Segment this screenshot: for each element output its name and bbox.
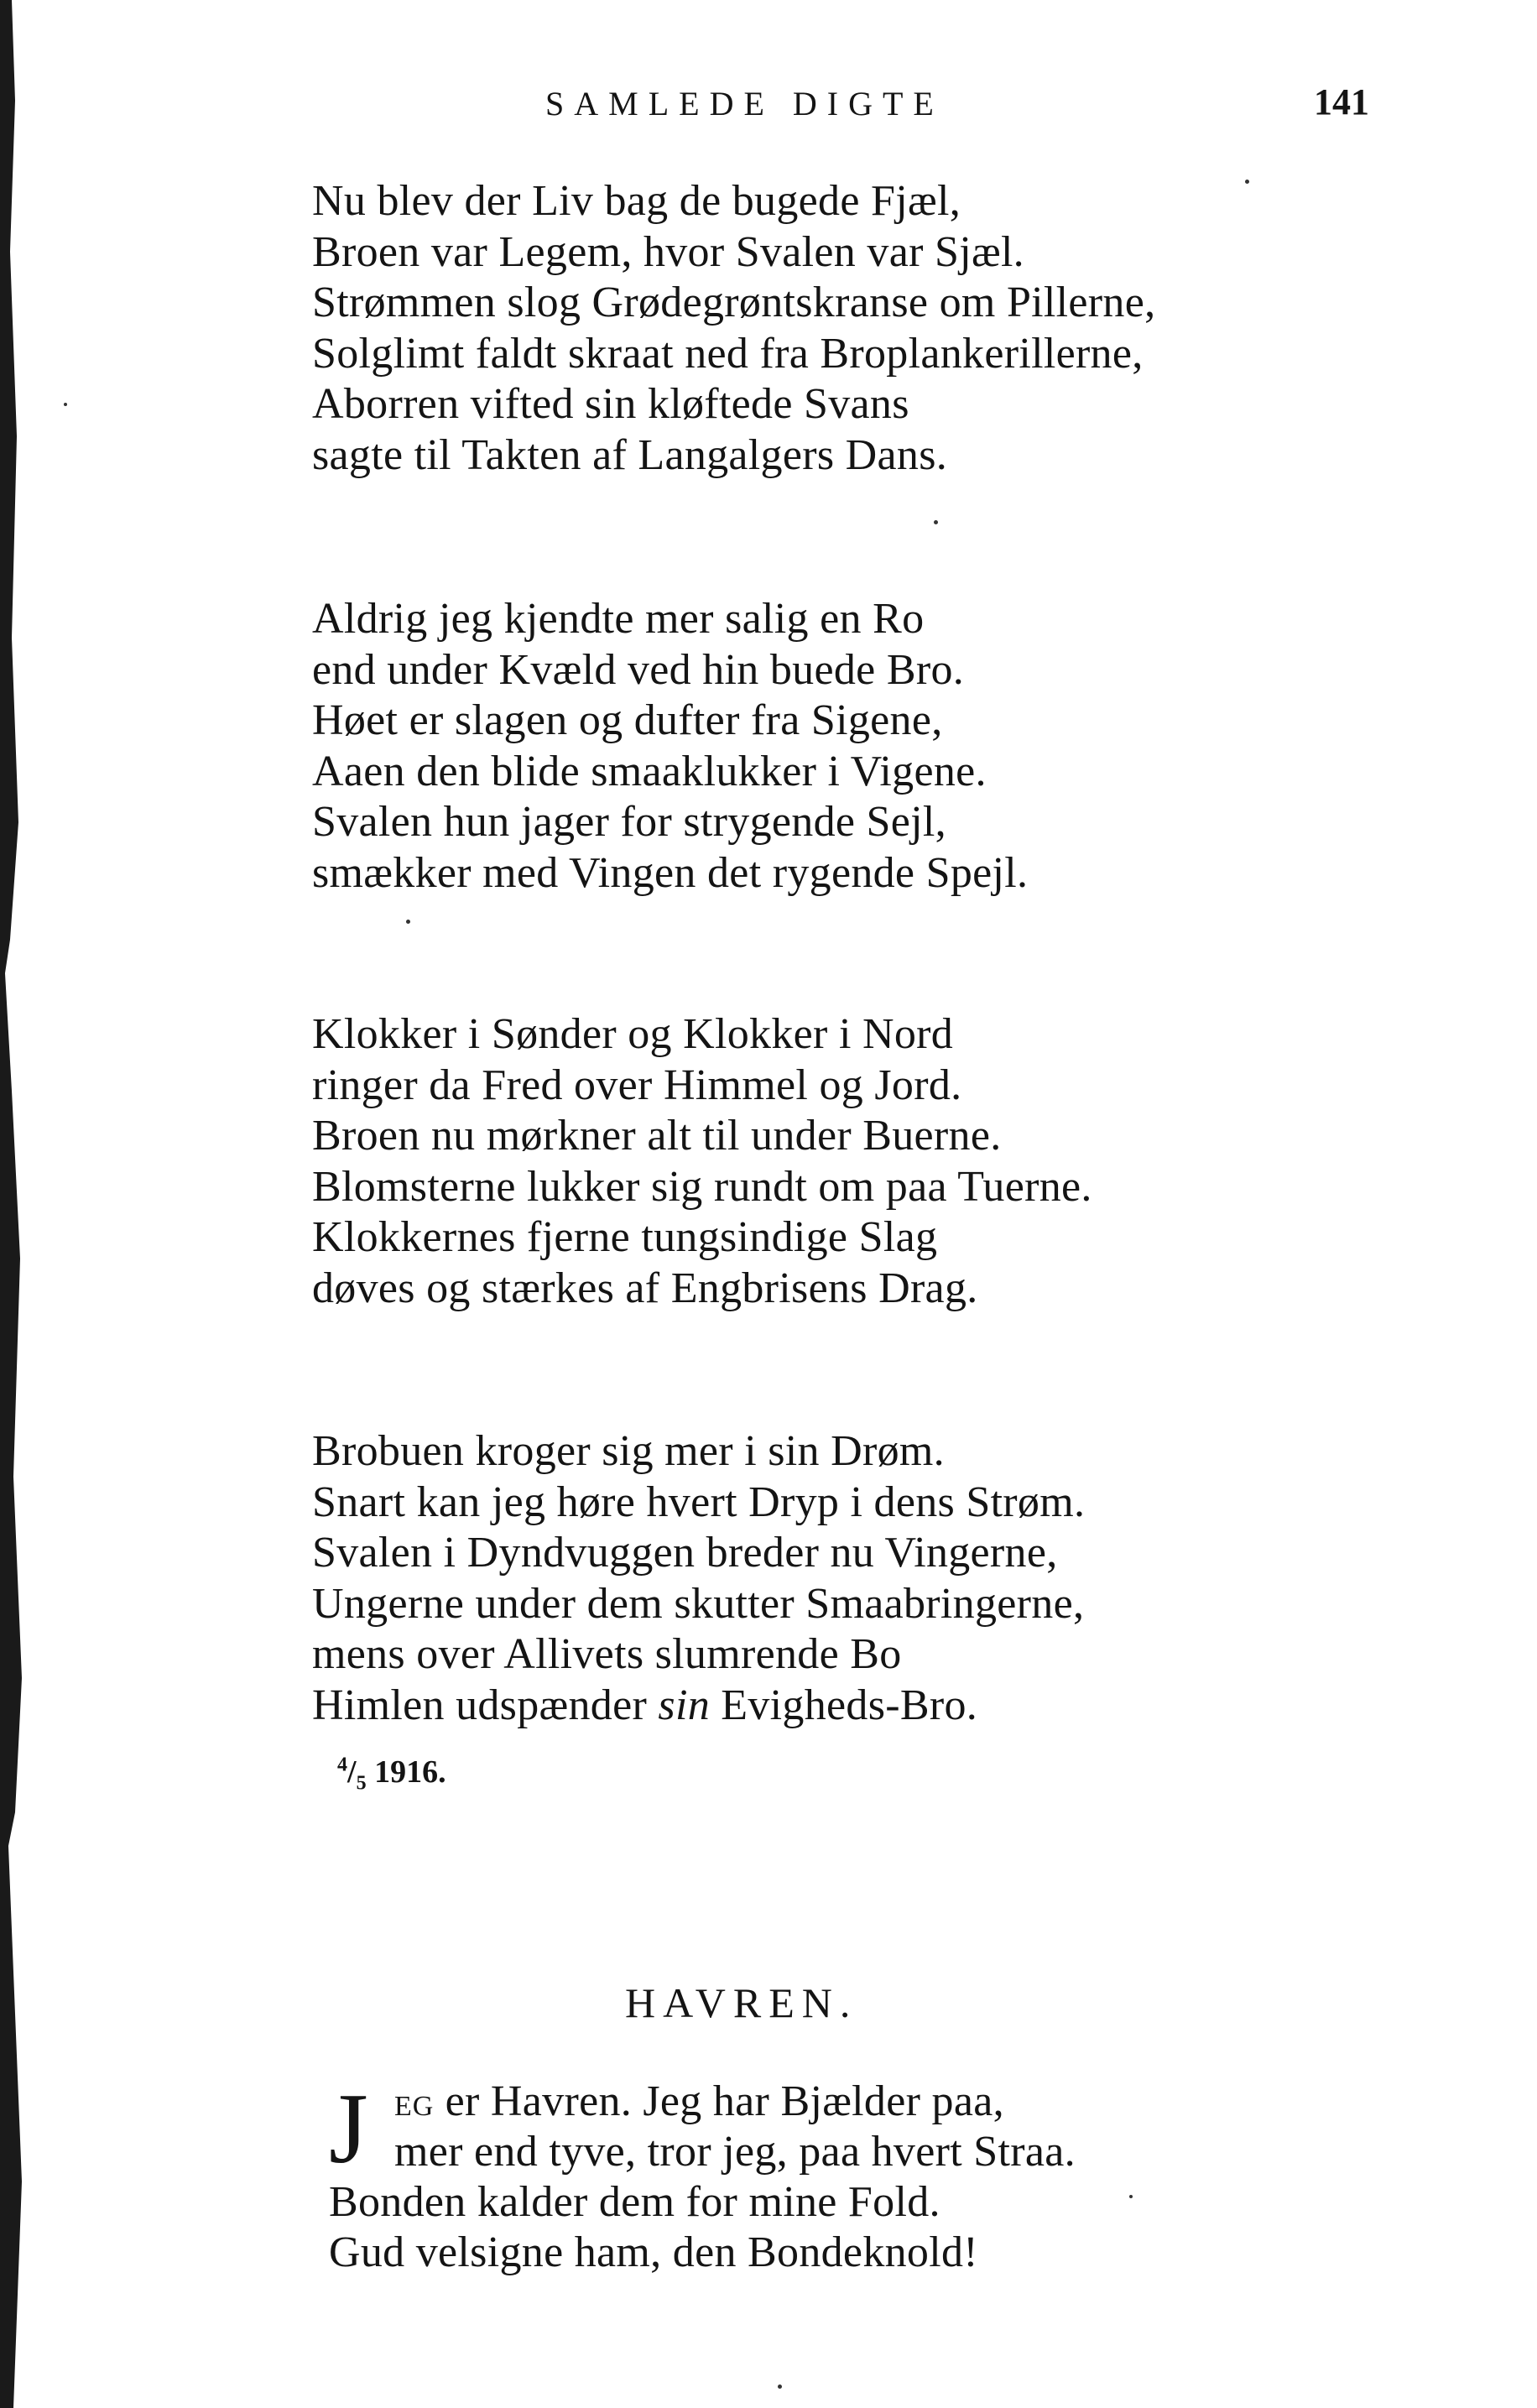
italic-word: sin [658, 1681, 710, 1729]
line-text: Himlen udspænder [312, 1681, 659, 1729]
verse-line [329, 2077, 1420, 2127]
verse-line: Broen var Legem, hvor Svalen var Sjæl. [312, 227, 1024, 276]
verse-line: Blomsterne lukker sig rundt om paa Tuerne. [312, 1162, 1092, 1211]
verse-line: Høet er slagen og dufter fra Sigene, [312, 696, 943, 744]
verse-line: Aaen den blide smaaklukker i Vigene. [312, 747, 987, 795]
verse-line: Klokker i Sønder og Klokker i Nord [312, 1010, 954, 1058]
verse-line: Svalen i Dyndvuggen breder nu Vingerne, [312, 1529, 1058, 1577]
page-header [0, 77, 1537, 128]
date-day: 4 [337, 1754, 347, 1776]
line-text: Evigheds-Bro. [710, 1681, 978, 1729]
verse-line: mer end tyve, tror jeg, paa hvert Straa. [394, 2128, 1076, 2176]
verse-line: end under Kvæld ved hin buede Bro. [312, 645, 965, 694]
poem-date: $^4/_5$ 1916. [337, 1754, 446, 1795]
verse-line: Gud velsigne ham, den Bondeknold! [329, 2228, 978, 2276]
verse-line: Nu blev der Liv bag de bugede Fjæl, [312, 177, 961, 225]
verse-line: Klokkernes fjerne tungsindige Slag [312, 1213, 938, 1261]
stanza-1 [312, 176, 1403, 481]
verse-line: Svalen hun jager for strygende Sejl, [312, 798, 946, 846]
date-year: 1916. [374, 1754, 446, 1790]
verse-line: smækker med Vingen det rygende Spejl. [312, 848, 1029, 897]
verse-line: Bonden kalder dem for mine Fold. [329, 2178, 940, 2226]
scan-speck [406, 920, 410, 924]
verse-line: Brobuen kroger sig mer i sin Drøm. [312, 1427, 945, 1475]
running-title: SAMLEDE DIGTE [545, 85, 944, 122]
verse-line: Solglimt faldt skraat ned fra Broplankerillerne, [312, 329, 1144, 378]
date-month: 5 [356, 1772, 367, 1795]
stanza-3 [312, 1009, 1403, 1314]
verse-line: sagte til Takten af Langalgers Dans. [312, 430, 948, 479]
verse-line: døves og stærkes af Engbrisens Drag. [312, 1264, 978, 1312]
poem-title: HAVREN. [625, 1979, 858, 2026]
scan-speck [64, 403, 67, 406]
verse-line: Aborren vifted sin kløftede Svans [312, 380, 909, 428]
page-number: 141 [1314, 81, 1369, 122]
verse-line-last [312, 1681, 1403, 1732]
scan-speck [1129, 2195, 1133, 2198]
scan-edge [0, 0, 29, 2408]
scan-speck [1245, 180, 1249, 184]
poem-havren [329, 2072, 1420, 2278]
drop-cap: J [329, 2072, 368, 2184]
stanza-4 [312, 1426, 1403, 1731]
verse-line: Aldrig jeg kjendte mer salig en Ro [312, 595, 925, 643]
scan-speck [778, 2385, 782, 2389]
scan-speck [934, 520, 938, 524]
line-text: er Havren. Jeg har Bjælder paa, [434, 2077, 1004, 2125]
verse-line: mens over Allivets slumrende Bo [312, 1630, 902, 1678]
verse-line: Ungerne under dem skutter Smaabringerne, [312, 1579, 1085, 1628]
verse-line: Strømmen slog Grødegrøntskranse om Pillerne, [312, 279, 1156, 326]
verse-line: Broen nu mørkner alt til under Buerne. [312, 1112, 1002, 1160]
verse-line: ringer da Fred over Himmel og Jord. [312, 1061, 962, 1109]
verse-line: Snart kan jeg høre hvert Dryp i dens Strøm. [312, 1478, 1086, 1526]
stanza-2 [312, 594, 1403, 899]
small-caps-word: EG [394, 2091, 435, 2122]
